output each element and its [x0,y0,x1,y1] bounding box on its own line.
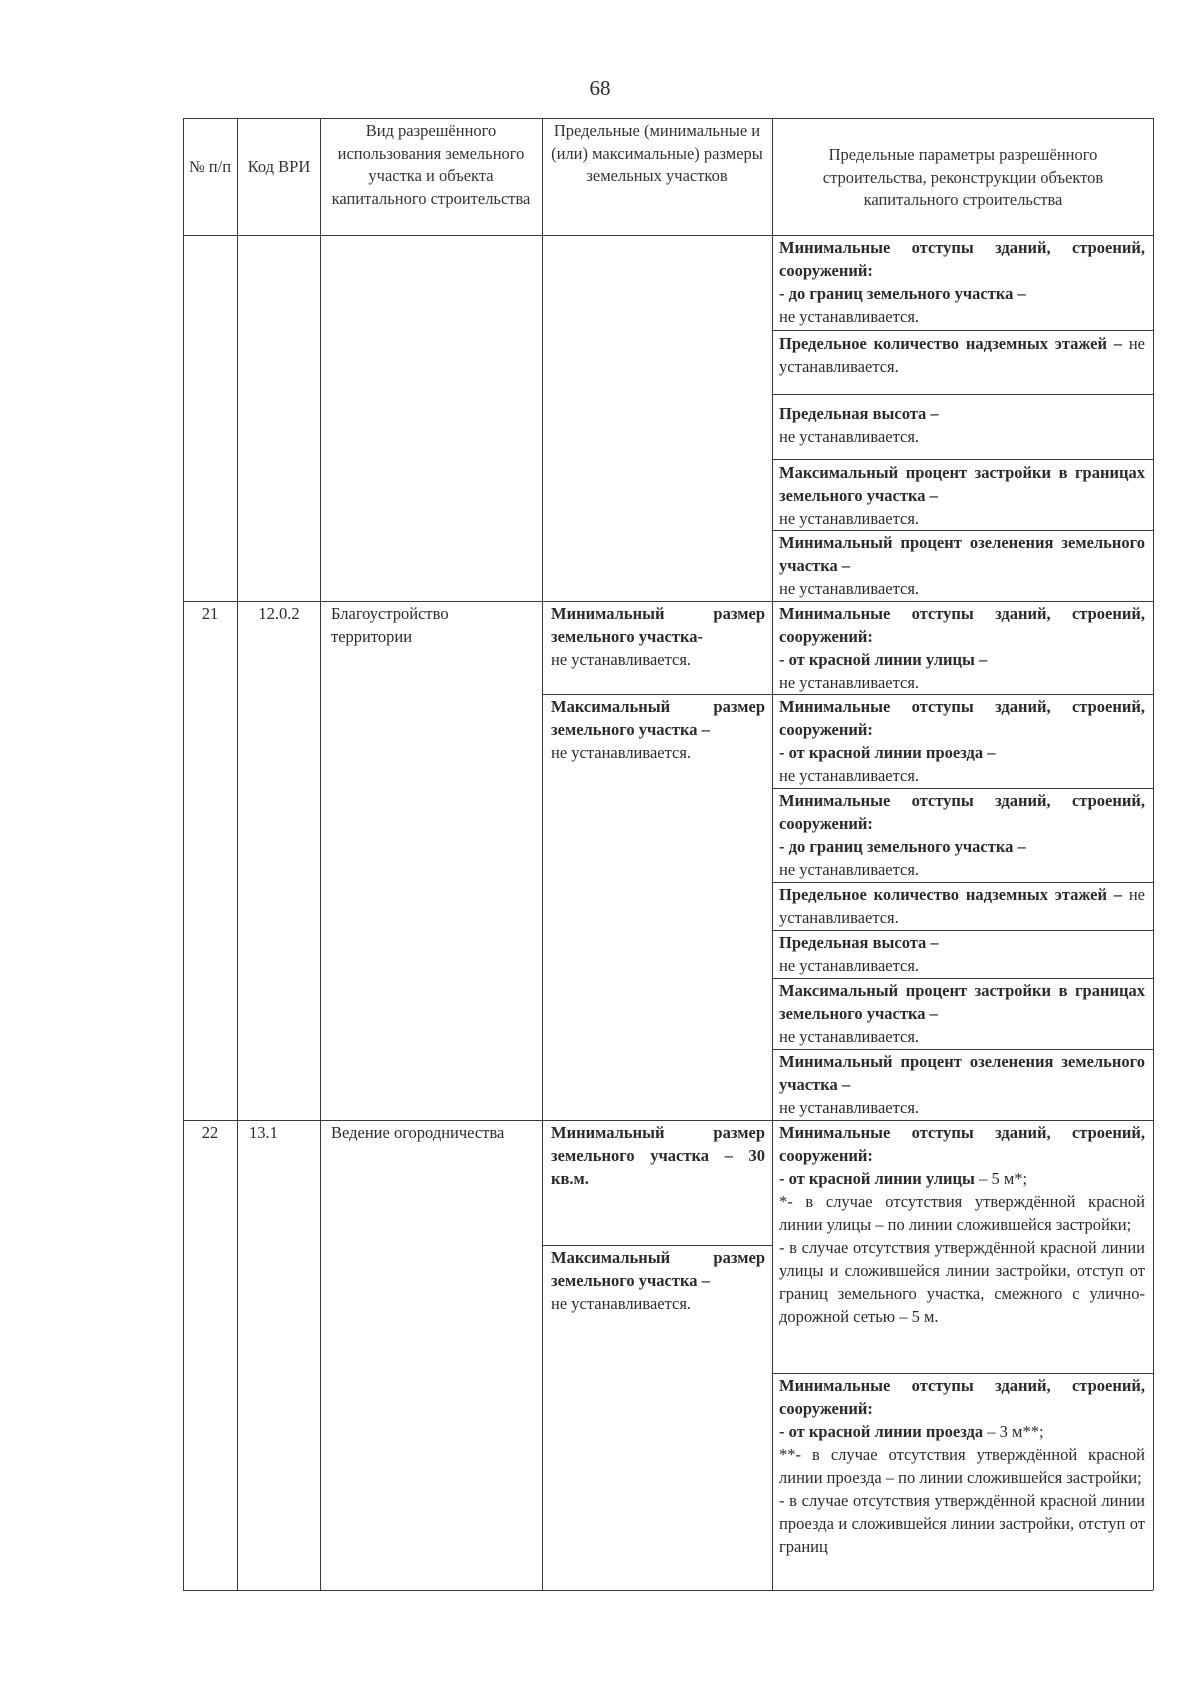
param-note: - в случае отсутствия утверждённой красной линии улицы и сложившейся линии застройки, отступ от границ земельного участка, смежного с улично-дорожной сетью – 5 м. [779,1238,1145,1326]
header-code: Код ВРИ [247,157,311,176]
header-size: Предельные (минимальные и (или) максимальные) размеры земельных участков [551,121,763,185]
params-cell [779,461,1145,530]
row-code: 12.0.2 [258,604,300,623]
params-cell [779,789,1145,881]
param-note: - в случае отсутствия утверждённой красной линии проезда и сложившейся линии застройки, отступ от границ [779,1491,1145,1556]
size-value: не устанавливается. [551,743,692,762]
param-label: - от красной линии проезда – [779,743,996,762]
header-params: Предельные параметры разрешённого строительства, реконструкции объектов капитального строительства [822,145,1104,209]
param-value: не устанавливается. [779,334,1145,376]
param-label: Предельное количество надземных этажей – [779,885,1123,904]
size-value: не устанавливается. [551,1294,692,1313]
cell-divider [772,330,1153,331]
row-use: Ведение огородничества [331,1123,505,1142]
row-number: 22 [201,1123,219,1142]
params-cell [779,695,1145,787]
regulations-table [183,118,1153,1590]
param-value: не устанавливается. [779,307,920,326]
row-use: Благоустройство территории [331,604,449,646]
params-cell [779,1050,1145,1119]
params-cell [779,602,1145,694]
param-value: не устанавливается. [779,766,920,785]
param-label: Минимальный процент озеленения земельного участка – [779,1052,1145,1094]
row-code: 13.1 [249,1123,278,1142]
column-divider [542,118,543,1590]
size-label: Максимальный размер земельного участка – [551,1248,765,1290]
param-label: Минимальные отступы зданий, строений, сооружений: [779,1123,1145,1165]
param-note: *- в случае отсутствия утверждённой красной линии улицы – по линии сложившейся застройки; [779,1192,1145,1234]
params-cell [779,1374,1145,1558]
size-value: не устанавливается. [551,650,692,669]
param-value: не устанавливается. [779,860,920,879]
param-value: – 5 м*; [974,1169,1028,1188]
param-label: - до границ земельного участка – [779,284,1026,303]
param-label: Предельная высота – [779,933,939,952]
size-label: Максимальный размер земельного участка – [551,697,765,739]
param-label: Максимальный процент застройки в границах земельного участка – [779,463,1145,505]
param-label: Предельная высота – [779,404,939,423]
cell-divider [772,459,1153,460]
param-label: - от красной линии улицы [779,1169,975,1188]
size-cell [551,1246,765,1315]
header-use: Вид разрешённого использования земельного участка и объекта капитального строительства [331,121,531,208]
param-value: – 3 м**; [983,1422,1044,1441]
column-divider [237,118,238,1590]
param-label: - от красной линии улицы – [779,650,988,669]
param-label: Минимальные отступы зданий, строений, сооружений: [779,697,1145,739]
param-value: не устанавливается. [779,673,920,692]
param-label: Максимальный процент застройки в границах земельного участка – [779,981,1145,1023]
param-value: не устанавливается. [779,427,920,446]
params-cell [779,402,1145,448]
size-label: Минимальный размер земельного участка- [551,604,765,646]
page-number: 68 [589,76,611,100]
table-border-bottom [183,1590,1153,1591]
param-label: Минимальные отступы зданий, строений, сооружений: [779,1376,1145,1418]
table-border-right [1153,118,1154,1590]
param-value: не устанавливается. [779,1098,920,1117]
size-cell [551,695,765,764]
table-border-left [183,118,184,1590]
param-label: Минимальные отступы зданий, строений, сооружений: [779,238,1145,280]
params-cell [779,1121,1145,1328]
params-cell [779,883,1145,929]
param-value: не устанавливается. [779,509,920,528]
cell-divider [772,394,1153,395]
param-label: - от красной линии проезда [779,1422,984,1441]
param-value: не устанавливается. [779,1027,920,1046]
param-label: Предельное количество надземных этажей – [779,334,1123,353]
size-cell [551,602,765,671]
param-value: не устанавливается. [779,885,1145,927]
params-cell [779,931,1145,977]
column-divider [772,118,773,1590]
param-label: - до границ земельного участка – [779,837,1026,856]
header-num: № п/п [188,157,232,176]
size-cell [551,1121,765,1190]
size-label: Минимальный размер земельного участка – 30 кв.м. [551,1123,765,1188]
params-cell [779,236,1145,328]
column-divider [320,118,321,1590]
params-cell [779,531,1145,600]
param-label: Минимальные отступы зданий, строений, сооружений: [779,791,1145,833]
param-value: не устанавливается. [779,579,920,598]
param-label: Минимальный процент озеленения земельного участка – [779,533,1145,575]
params-cell [779,979,1145,1048]
param-note: **- в случае отсутствия утверждённой красной линии проезда – по линии сложившейся застройки; [779,1445,1145,1487]
params-cell [779,332,1145,378]
row-number: 21 [201,604,219,623]
param-label: Минимальные отступы зданий, строений, сооружений: [779,604,1145,646]
param-value: не устанавливается. [779,956,920,975]
table-border-top [183,118,1153,119]
